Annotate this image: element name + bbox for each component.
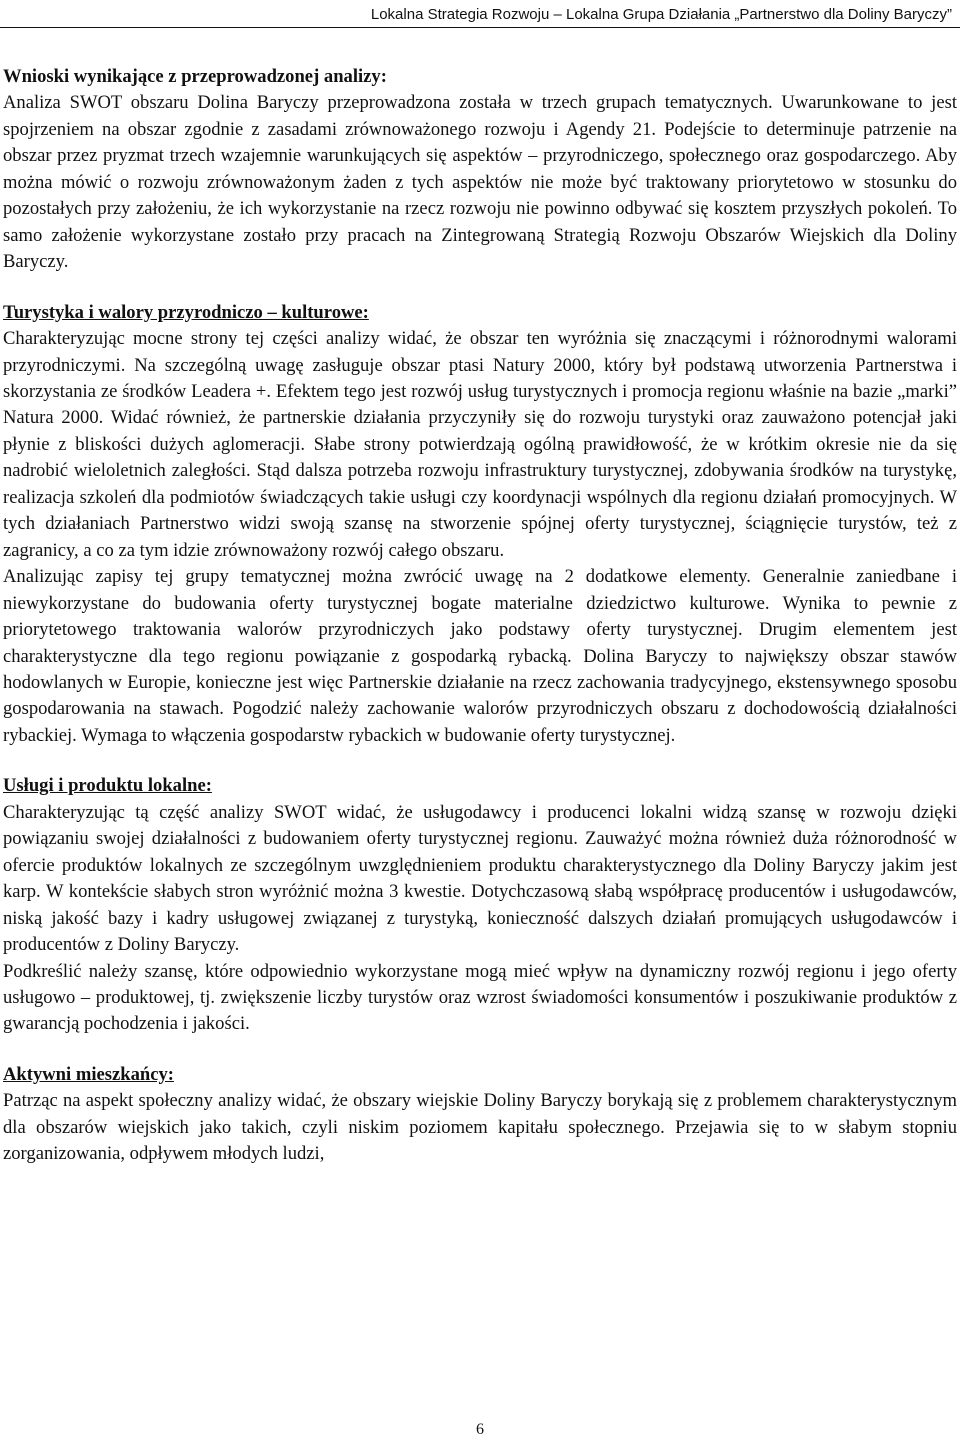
page-number: 6 (476, 1421, 484, 1438)
document-body (3, 64, 957, 1168)
section-title-services: Usługi i produktu lokalne: (3, 775, 212, 797)
section-title-conclusions: Wnioski wynikające z przeprowadzonej analizy: (3, 66, 387, 87)
paragraph-services-1: Charakteryzując tą część analizy SWOT widać, że usługodawcy i producenci lokalni widzą szansę w rozwoju dzięki powiązaniu swojej działalności z budowaniem oferty turystycznej regionu. Zauważyć można również duża różnorodność w ofercie produktów lokalnych ze szczególnym uwzględnieniem produktu charakterystycznego dla Doliny Baryczy jakim jest karp. W kontekście słabych stron wyróżnić można 3 kwestie. Dotychczasową słabą współpracę producentów i usługodawców, niską jakość bazy i kadry usługowej związanej z turystyką, konieczność dalszych działań promujących usługodawców i producentów z Doliny Baryczy. (3, 801, 957, 956)
paragraph-tourism-2: Analizując zapisy tej grupy tematycznej można zwrócić uwagę na 2 dodatkowe elementy. Generalnie zaniedbane i niewykorzystane do budowania oferty turystycznej bogate materialne dziedzictwo kulturowe. Wynika to pewnie z priorytetowego traktowania walorów przyrodniczych jako podstawy oferty turystycznej. Drugim elementem jest charakterystyczne dla tego regionu powiązanie z gospodarką rybacką. Dolina Baryczy to największy obszar stawów hodowlanych w Europie, konieczne jest więc Partnerskie działanie na rzecz zachowania tradycyjnego, ekstensywnego sposobu gospodarowania na stawach. Pogodzić należy zachowanie walorów przyrodniczych obszaru z dochodowością działalności rybackiej. Wymaga to włączenia gospodarstw rybackich w budowanie oferty turystycznej. (3, 566, 957, 746)
section-title-tourism: Turystyka i walory przyrodniczo – kulturowe: (3, 301, 369, 323)
paragraph-tourism-1: Charakteryzując mocne strony tej części analizy widać, że obszar ten wyróżnia się znaczącymi i różnorodnymi walorami przyrodniczymi. Na szczególną uwagę zasługuje obszar ptasi Natury 2000, który był podstawą utworzenia Partnerstwa i skorzystania ze środków Leadera +. Efektem tego jest rozwój usług turystycznych i promocja regionu właśnie na bazie „marki” Natura 2000. Widać również, że partnerskie działania przyczyniły się do rozwoju turystyki oraz zauważono potencjał jaki płynie z bliskości dużych aglomeracji. Słabe strony potwierdzają ogólną prawidłowość, że w krótkim okresie nie da się nadrobić wieloletnich zaległości. Stąd dalsza potrzeba rozwoju infrastruktury turystycznej, zdobywania środków na turystykę, realizacja szkoleń dla podmiotów świadczących takie usługi czy koordynacji wspólnych dla regionu działań promocyjnych. W tych działaniach Partnerstwo widzi swoją szansę na stworzenie spójnej oferty turystycznej, ściągnięcie turystów, też z zagranicy, a co za tym idzie zrównoważony rozwój całego obszaru. (3, 328, 957, 561)
paragraph-residents: Patrząc na aspekt społeczny analizy widać, że obszary wiejskie Doliny Baryczy borykają się z problemem charakterystycznym dla obszarów wiejskich jako takich, czyli niskim poziomem kapitału społecznego. Przejawia się to w słabym stopniu zorganizowania, odpływem młodych ludzi, (3, 1090, 957, 1165)
running-header: Lokalna Strategia Rozwoju – Lokalna Grupa Działania „Partnerstwo dla Doliny Baryczy” (370, 6, 952, 23)
paragraph-services-2: Podkreślić należy szansę, które odpowiednio wykorzystane mogą mieć wpływ na dynamiczny rozwój regionu i jego oferty usługowo – produktowej, tj. zwiększenie liczby turystów oraz wzrost świadomości konsumentów i poszukiwanie produktów z gwarancją pochodzenia i jakości. (3, 960, 957, 1035)
header-rule (0, 27, 960, 28)
section-gap (3, 1038, 957, 1062)
paragraph-conclusions: Analiza SWOT obszaru Dolina Baryczy przeprowadzona została w trzech grupach tematycznych. Uwarunkowane to jest spojrzeniem na obszar zgodnie z zasadami zrównoważonego rozwoju i Agendy 21. Podejście to determinuje patrzenie na obszar przez pryzmat trzech wzajemnie warunkujących się aspektów – przyrodniczego, społecznego oraz gospodarczego. Aby można mówić o rozwoju zrównoważonym żaden z tych aspektów nie może być traktowany priorytetowo w stosunku do pozostałych przy założeniu, że ich wykorzystanie na rzecz rozwoju nie powinno odbywać się kosztem przyszłych pokoleń. To samo założenie wykorzystane zostało przy pracach na Zintegrowaną Strategią Rozwoju Obszarów Wiejskich dla Doliny Baryczy. (3, 92, 957, 273)
section-title-residents: Aktywni mieszkańcy: (3, 1063, 174, 1085)
section-gap (3, 749, 957, 773)
section-gap (3, 276, 957, 300)
